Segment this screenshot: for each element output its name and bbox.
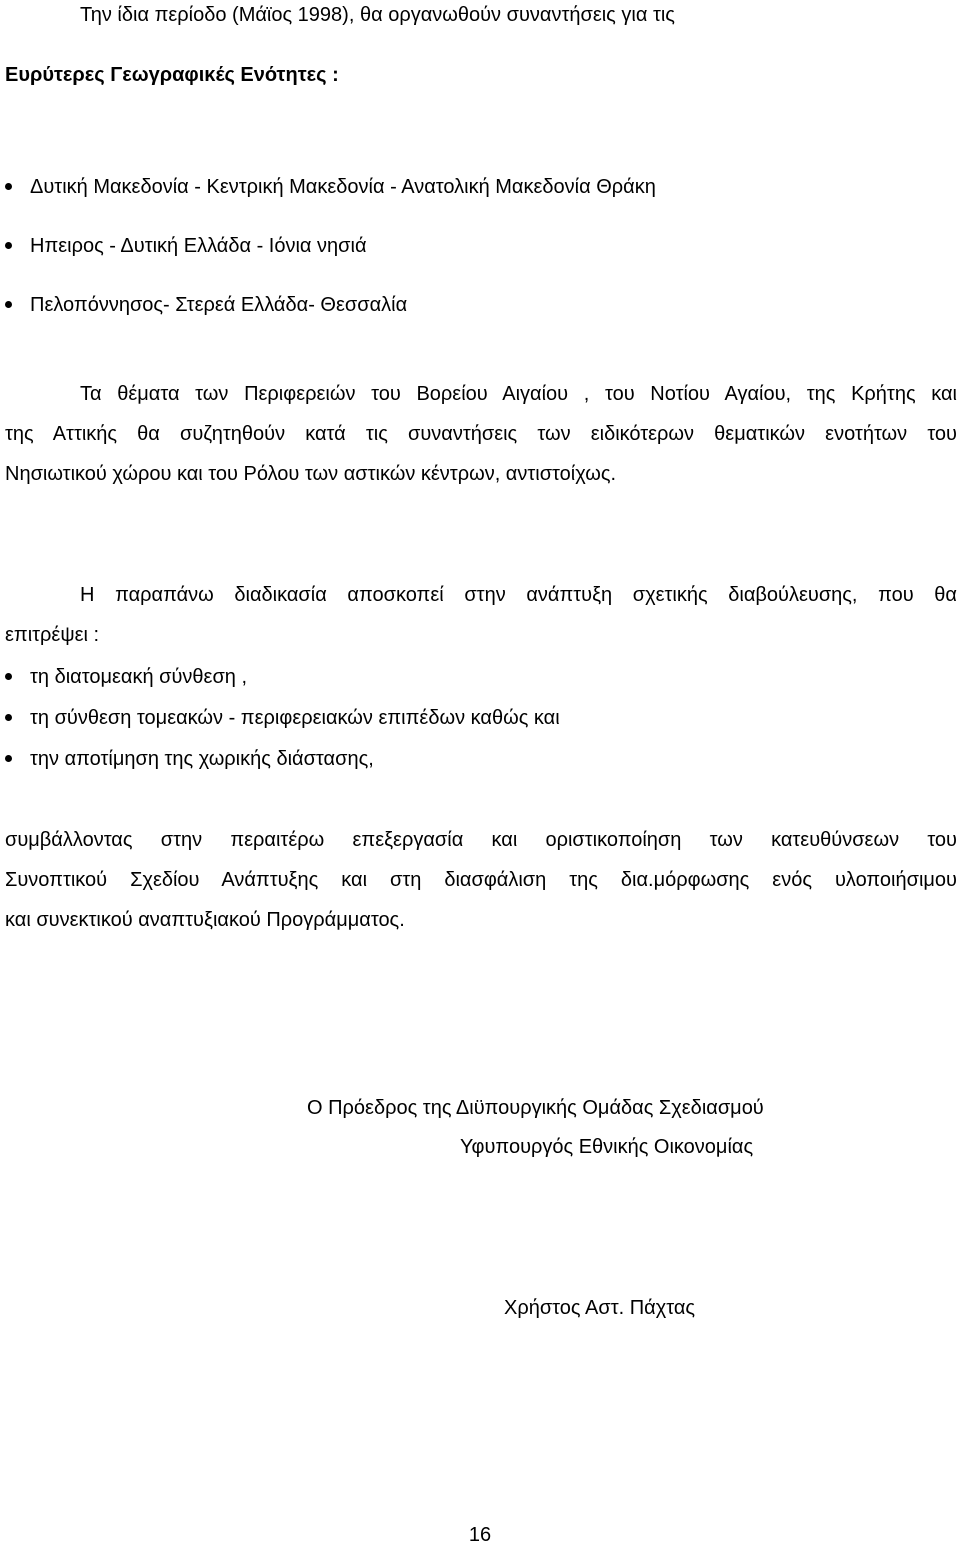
list-item bbox=[5, 175, 656, 199]
bullet-icon bbox=[5, 673, 12, 680]
list-item-text: τη σύνθεση τομεακών - περιφερειακών επιπέδων καθώς και bbox=[30, 707, 560, 729]
signatory-name: Χρήστος Αστ. Πάχτας bbox=[504, 1297, 696, 1319]
list-item-text: τη διατομεακή σύνθεση , bbox=[30, 666, 248, 688]
intro-line: Την ίδια περίοδο (Μάϊος 1998), θα οργανωθούν συναντήσεις για τις bbox=[80, 4, 675, 26]
list-item bbox=[5, 706, 560, 730]
section-heading: Ευρύτερες Γεωγραφικές Ενότητες : bbox=[5, 64, 339, 86]
bullet-icon bbox=[5, 755, 12, 762]
list-item bbox=[5, 747, 374, 771]
list-item-text: Δυτική Μακεδονία - Κεντρική Μακεδονία - Ανατολική Μακεδονία Θράκη bbox=[30, 176, 656, 198]
paragraph-line: Συνοπτικού Σχεδίου Ανάπτυξης και στη διασφάλιση της δια.μόρφωσης ενός υλοποιήσιμου bbox=[5, 869, 957, 891]
bullet-icon bbox=[5, 301, 12, 308]
list-item bbox=[5, 234, 367, 258]
paragraph-line: Νησιωτικού χώρου και του Ρόλου των αστικών κέντρων, αντιστοίχως. bbox=[5, 463, 617, 485]
paragraph-line: της Αττικής θα συζητηθούν κατά τις συναντήσεις των ειδικότερων θεματικών ενοτήτων του bbox=[5, 423, 957, 445]
paragraph-line: συμβάλλοντας στην περαιτέρω επεξεργασία και οριστικοποίηση των κατευθύνσεων του bbox=[5, 829, 957, 851]
bullet-icon bbox=[5, 183, 12, 190]
page-number: 16 bbox=[468, 1524, 492, 1546]
list-item-text: την αποτίμηση της χωρικής διάστασης, bbox=[30, 748, 374, 770]
paragraph-line: Τα θέματα των Περιφερειών του Βορείου Αιγαίου , του Νοτίου Αγαίου, της Κρήτης και bbox=[80, 383, 957, 405]
bullet-icon bbox=[5, 714, 12, 721]
list-item-text: Ηπειρος - Δυτική Ελλάδα - Ιόνια νησιά bbox=[30, 235, 367, 257]
list-item bbox=[5, 665, 247, 689]
paragraph-line: Η παραπάνω διαδικασία αποσκοπεί στην ανάπτυξη σχετικής διαβούλευσης, που θα bbox=[80, 584, 957, 606]
list-item bbox=[5, 293, 407, 317]
signatory-role: Ο Πρόεδρος της Διϋπουργικής Ομάδας Σχεδιασμού bbox=[307, 1097, 764, 1119]
bullet-icon bbox=[5, 242, 12, 249]
paragraph-line: επιτρέψει : bbox=[5, 624, 100, 646]
paragraph-line: και συνεκτικού αναπτυξιακού Προγράμματος. bbox=[5, 909, 405, 931]
signatory-title: Υφυπουργός Εθνικής Οικονομίας bbox=[460, 1136, 754, 1158]
list-item-text: Πελοπόννησος- Στερεά Ελλάδα- Θεσσαλία bbox=[30, 294, 408, 316]
